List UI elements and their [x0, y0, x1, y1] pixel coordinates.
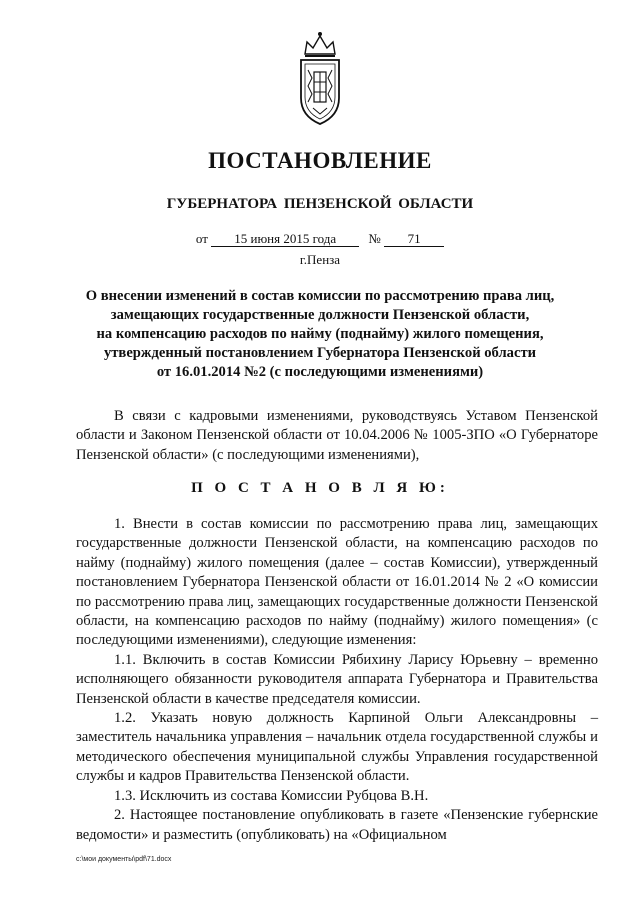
heading-line: на компенсацию расходов по найму (поднайму) жилого помещения, [96, 326, 544, 342]
document-number: 71 [384, 232, 444, 247]
document-heading [60, 287, 580, 382]
date-line [0, 231, 640, 247]
document-date: 15 июня 2015 года [211, 232, 359, 247]
document-subtitle: ГУБЕРНАТОРА ПЕНЗЕНСКОЙ ОБЛАСТИ [166, 196, 474, 212]
paragraph-1: 1. Внести в состав комиссии по рассмотрению права лиц, замещающих государственные должности Пензенской области, на компенсацию расходов по найму (поднайму) жилого помещения (далее – состав Комиссии), утвержденный постановлением Губернатора Пензенской области от 16.01.2014 № 2 «О комиссии по рассмотрению права лиц, замещающих государственные должности Пензенской области, на компенсацию расходов по найму (поднайму) жилого помещения» (с последующими изменениями), следующие изменения: [76, 516, 598, 649]
paragraph-1-3: 1.3. Исключить из состава Комиссии Рубцова В.Н. [114, 787, 429, 804]
heading-line: утвержденный постановлением Губернатора Пензенской области [103, 345, 537, 361]
paragraph-1-1: 1.1. Включить в состав Комиссии Рябихину Ларису Юрьевну – временно исполняющего обязанности руководителя аппарата Губернатора и Правительства Пензенской области в качестве председателя комиссии. [76, 651, 598, 707]
paragraph-2: 2. Настоящее постановление опубликовать в газете «Пензенские губернские ведомости» и разместить (опубликовать) на «Официальном [76, 807, 598, 843]
document-title: ПОСТАНОВЛЕНИЕ [208, 148, 432, 173]
preamble: В связи с кадровыми изменениями, руководствуясь Уставом Пензенской области и Законом Пензенской области от 10.04.2006 № 1005-ЗПО «О Губернаторе Пензенской области» (с последующими изменениями), [76, 408, 598, 463]
number-prefix: № [368, 231, 381, 246]
city: г.Пенза [299, 252, 341, 267]
coat-of-arms-icon [293, 28, 347, 128]
preamble-block [76, 407, 598, 465]
heading-line: от 16.01.2014 №2 (с последующими изменениями) [156, 364, 484, 380]
heading-line: замещающих государственные должности Пензенской области, [110, 307, 530, 323]
paragraph-1-2: 1.2. Указать новую должность Карпиной Ольги Александровны – заместитель начальника управления – начальник отдела государственной службы и методического обеспечения муниципальной службы Управления государственной службы и кадров Правительства Пензенской области. [76, 710, 598, 785]
date-prefix: от [195, 231, 208, 246]
decree-word: П О С Т А Н О В Л Я Ю: [191, 480, 449, 496]
heading-line: О внесении изменений в состав комиссии по рассмотрению права лиц, [85, 288, 555, 304]
file-path-footer: c:\мои документы\pdf\71.docx [76, 856, 172, 863]
body-block [76, 515, 598, 845]
